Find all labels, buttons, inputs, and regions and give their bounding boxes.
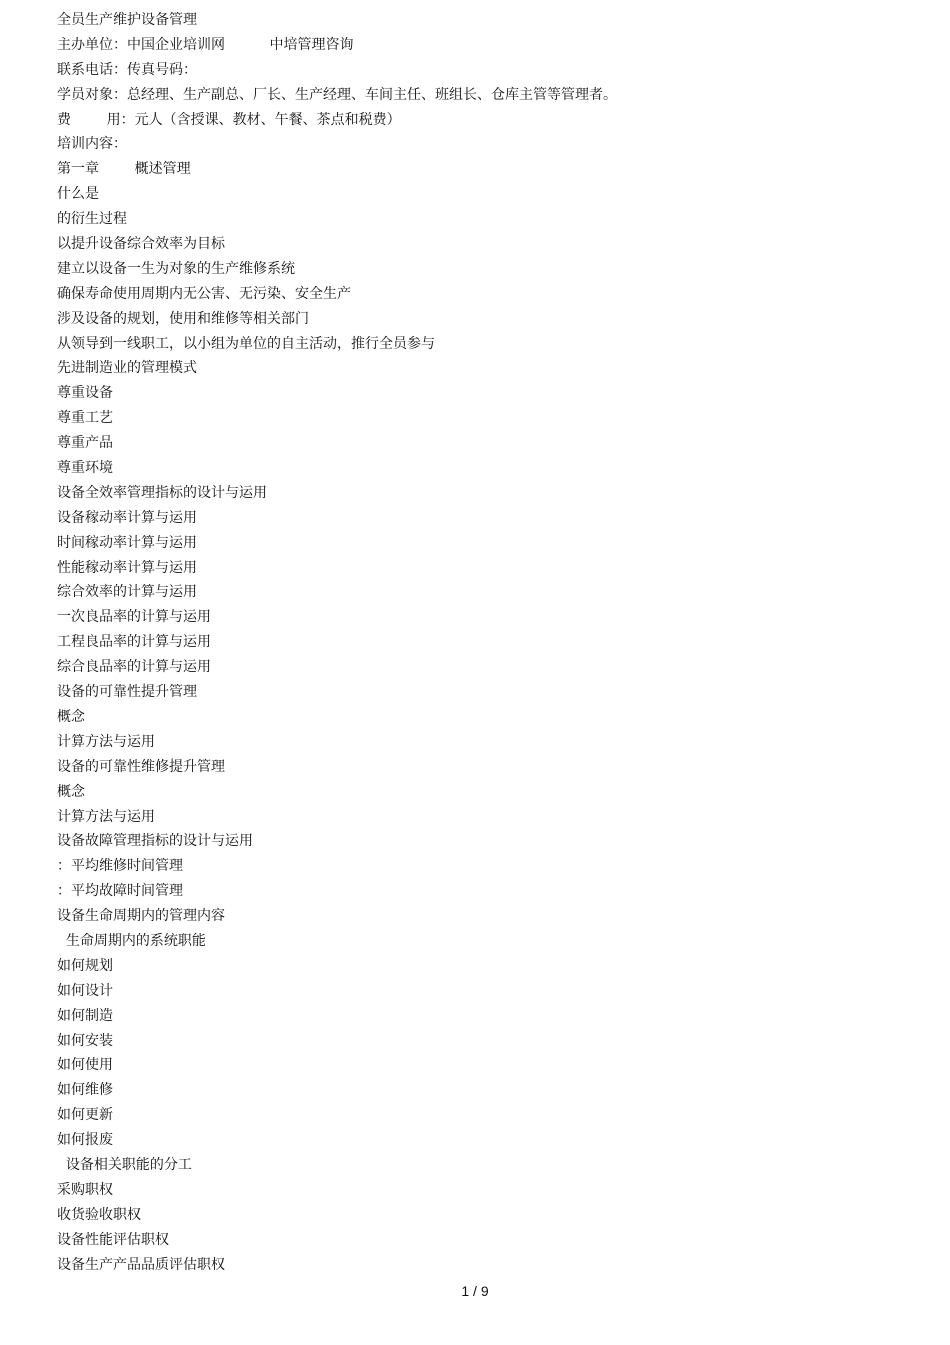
text-line: 如何使用: [57, 1057, 113, 1074]
contact-line: 联系电话：传真号码：: [57, 61, 197, 78]
fee-line: 费 用：元人（含授课、教材、午餐、茶点和税费）: [57, 111, 401, 128]
text-line: 如何制造: [57, 1007, 113, 1024]
text-line: 工程良品率的计算与运用: [57, 634, 211, 651]
text-line: 如何报废: [57, 1132, 113, 1149]
organizer-line: 主办单位：中国企业培训网 中培管理咨询: [57, 36, 354, 53]
subsection-heading: 设备相关职能的分工: [57, 1156, 192, 1173]
text-line: 如何更新: [57, 1107, 113, 1124]
section-heading: 设备生命周期内的管理内容: [57, 908, 225, 925]
text-line: 综合效率的计算与运用: [57, 584, 197, 601]
text-line: 计算方法与运用: [57, 808, 155, 825]
text-line: 尊重产品: [57, 435, 113, 452]
text-line: 的衍生过程: [57, 211, 127, 228]
text-line: 尊重工艺: [57, 410, 113, 427]
section-heading: 设备全效率管理指标的设计与运用: [57, 484, 267, 501]
training-content-heading: 培训内容：: [57, 136, 127, 153]
page-number: 1 / 9: [461, 1283, 489, 1299]
text-line: ：平均故障时间管理: [57, 883, 183, 900]
text-line: 计算方法与运用: [57, 733, 155, 750]
text-line: 综合良品率的计算与运用: [57, 659, 211, 676]
section-heading: 设备故障管理指标的设计与运用: [57, 833, 253, 850]
subsection-heading: 生命周期内的系统职能: [57, 932, 206, 949]
text-line: 采购职权: [57, 1181, 113, 1198]
text-line: 性能稼动率计算与运用: [57, 559, 197, 576]
text-line: 一次良品率的计算与运用: [57, 609, 211, 626]
text-line: 如何安装: [57, 1032, 113, 1049]
text-line: 如何设计: [57, 982, 113, 999]
text-line: 尊重设备: [57, 385, 113, 402]
text-line: 设备生产产品品质评估职权: [57, 1256, 225, 1273]
text-line: 时间稼动率计算与运用: [57, 534, 197, 551]
section-heading: 设备的可靠性维修提升管理: [57, 758, 225, 775]
document-body: [57, 8, 897, 1277]
text-line: 先进制造业的管理模式: [57, 360, 197, 377]
section-heading: 设备的可靠性提升管理: [57, 684, 197, 701]
text-line: 设备稼动率计算与运用: [57, 509, 197, 526]
text-line: 涉及设备的规划，使用和维修等相关部门: [57, 310, 309, 327]
text-line: 设备性能评估职权: [57, 1231, 169, 1248]
text-line: 如何规划: [57, 957, 113, 974]
text-line: 概念: [57, 783, 85, 800]
text-line: 建立以设备一生为对象的生产维修系统: [57, 260, 295, 277]
text-line: ：平均维修时间管理: [57, 858, 183, 875]
text-line: 从领导到一线职工，以小组为单位的自主活动，推行全员参与: [57, 335, 435, 352]
text-line: 尊重环境: [57, 460, 113, 477]
text-line: 收货验收职权: [57, 1206, 141, 1223]
text-line: 概念: [57, 708, 85, 725]
text-line: 以提升设备综合效率为目标: [57, 236, 225, 253]
text-line: 如何维修: [57, 1082, 113, 1099]
audience-line: 学员对象：总经理、生产副总、厂长、生产经理、车间主任、班组长、仓库主管等管理者。: [57, 86, 617, 103]
chapter-heading: 第一章 概述管理: [57, 161, 191, 178]
text-line: 确保寿命使用周期内无公害、无污染、安全生产: [57, 285, 351, 302]
document-title: 全员生产维护设备管理: [57, 12, 197, 28]
text-line: 什么是: [57, 186, 99, 203]
